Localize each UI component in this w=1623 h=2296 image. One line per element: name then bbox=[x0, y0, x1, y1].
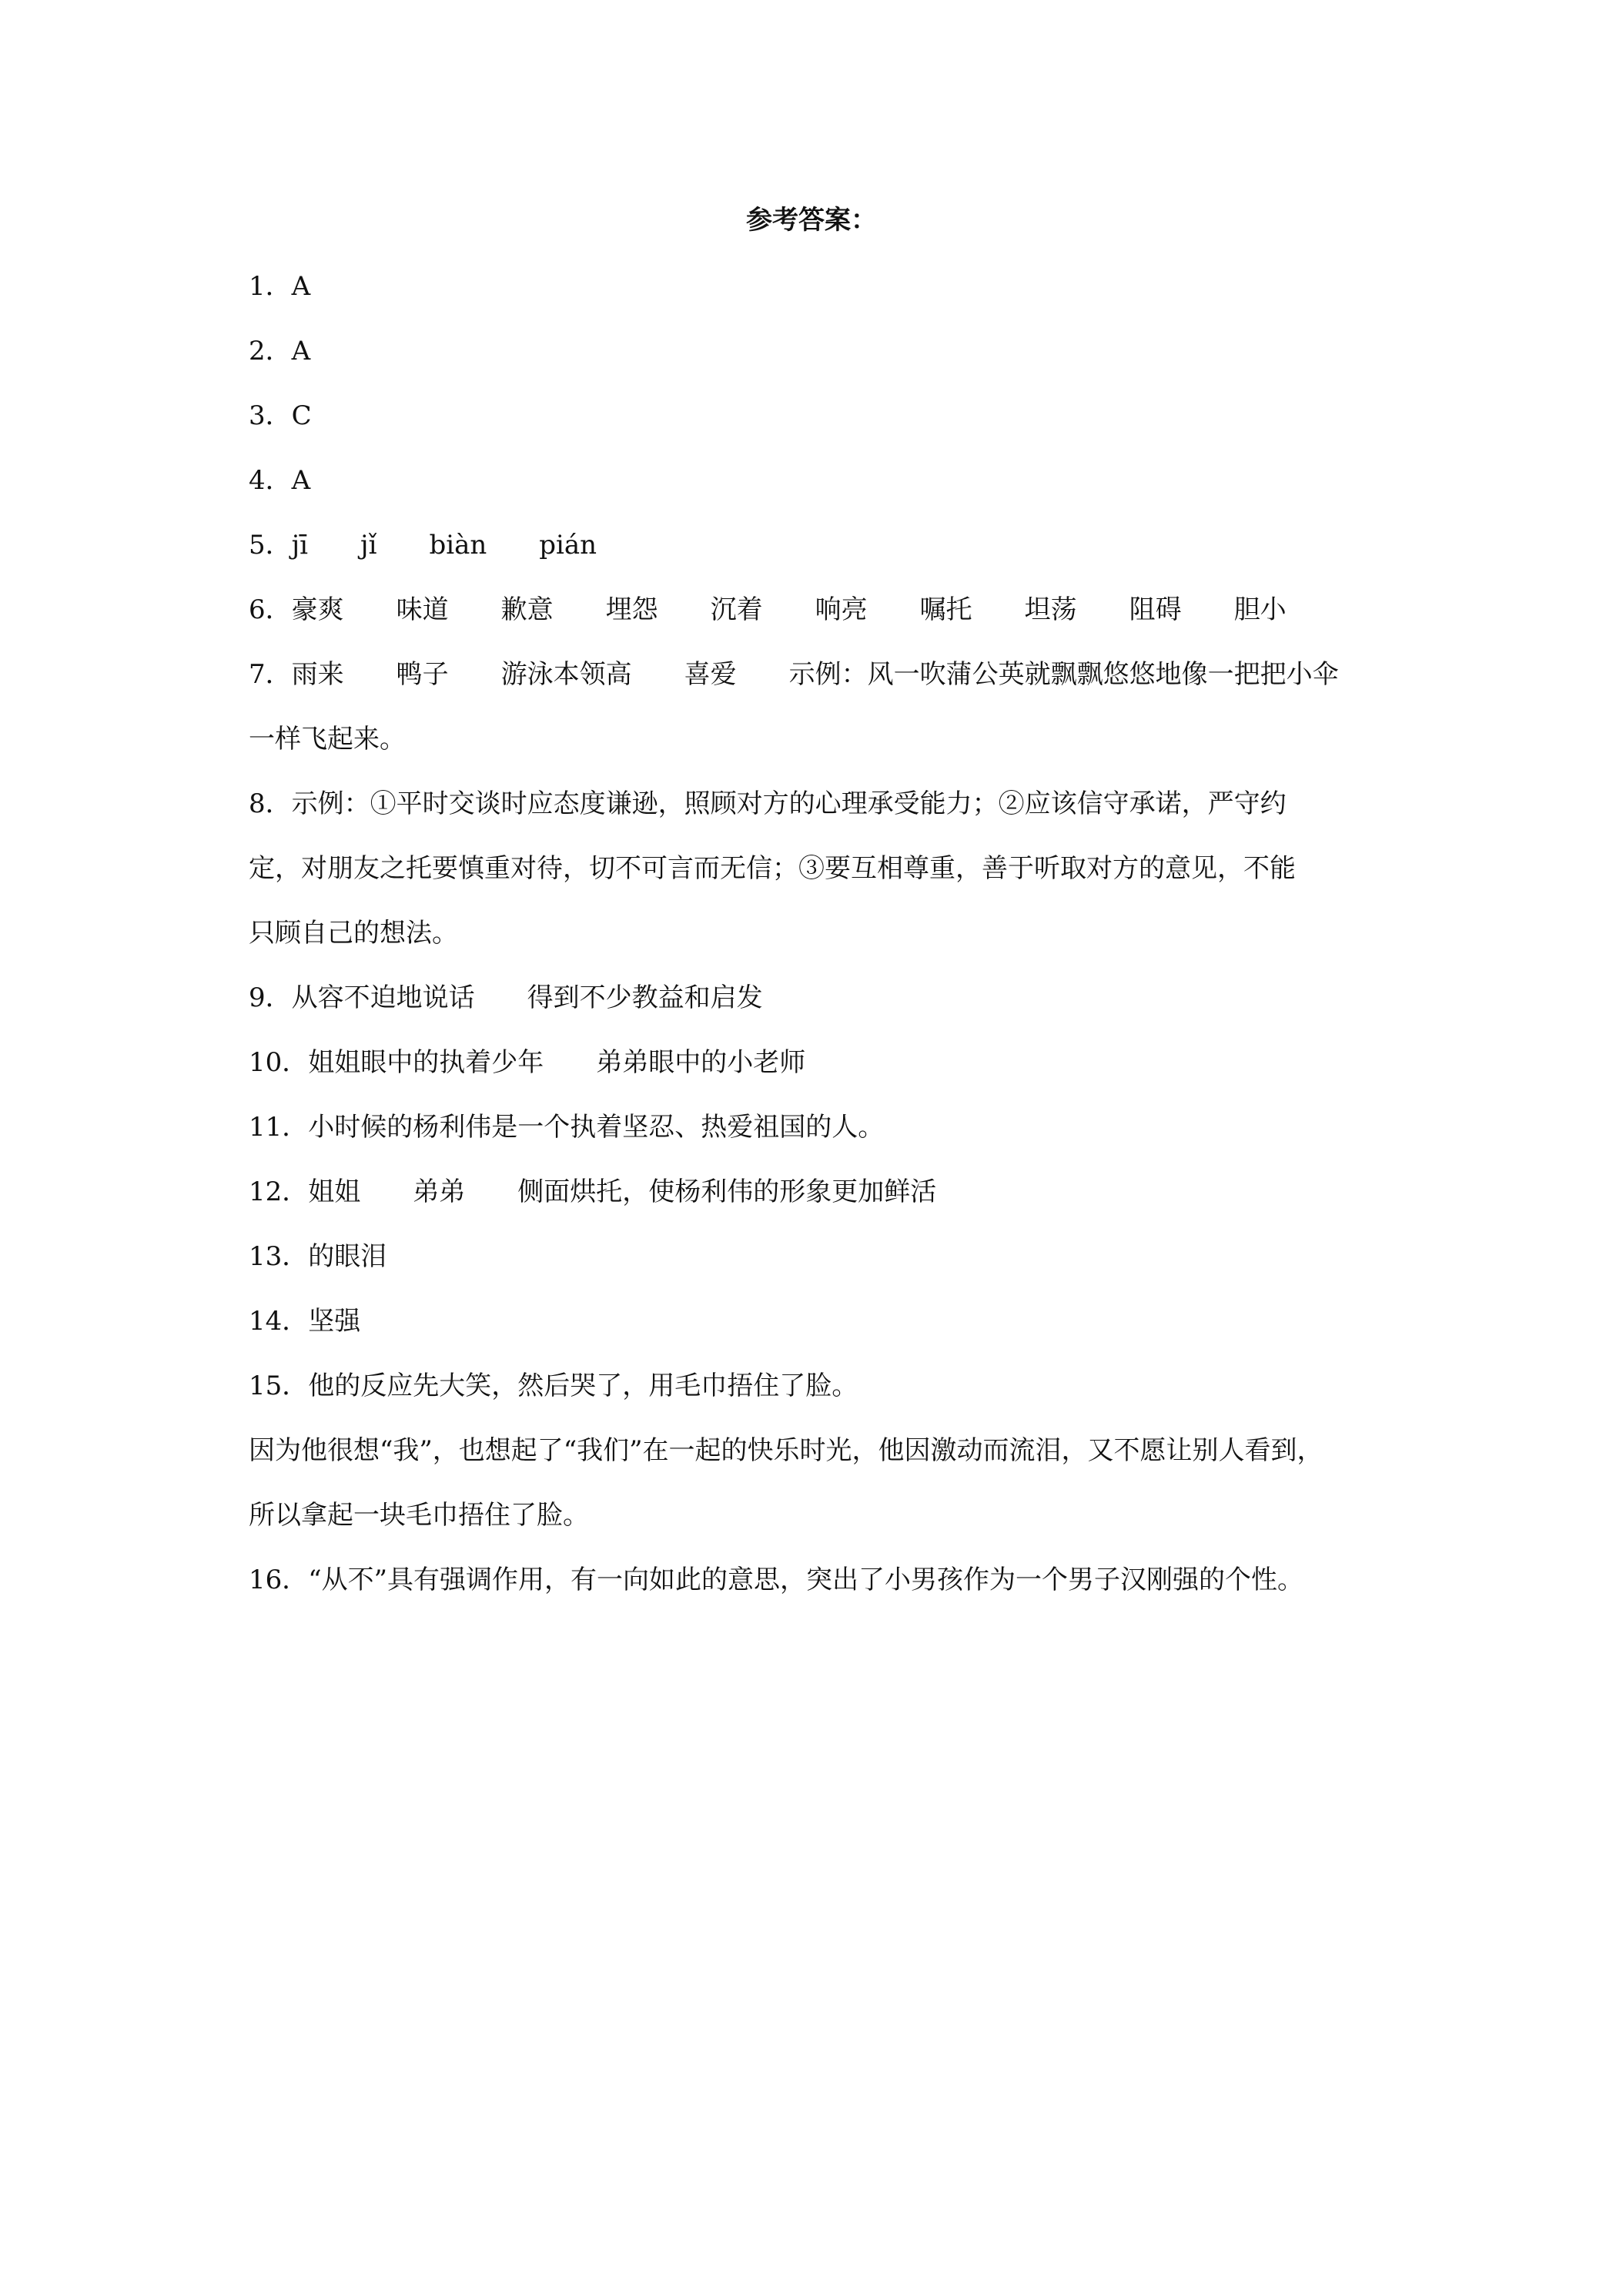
answer-line-15: 15．他的反应先大笑，然后哭了，用毛巾捂住了脸。 bbox=[249, 1371, 858, 1401]
answer-list bbox=[249, 254, 1388, 1612]
answer-line-6: 6．豪爽 味道 歉意 埋怨 沉着 响亮 嘱托 坦荡 阻碍 胆小 bbox=[249, 594, 1287, 625]
answer-line-8-cont-1: 定，对朋友之托要慎重对待，切不可言而无信；③要互相尊重，善于听取对方的意见，不能 bbox=[249, 853, 1296, 884]
answer-line-8-cont-2: 只顾自己的想法。 bbox=[249, 918, 458, 949]
answer-line-11: 11．小时候的杨利伟是一个执着坚忍、热爱祖国的人。 bbox=[249, 1112, 885, 1143]
answer-line-7-cont: 一样飞起来。 bbox=[249, 724, 406, 755]
answer-line-2: 2．A bbox=[249, 336, 311, 366]
page-title: 参考答案： bbox=[746, 205, 877, 236]
answer-line-16: 16．“从不”具有强调作用，有一向如此的意思，突出了小男孩作为一个男子汉刚强的个性。 bbox=[249, 1565, 1304, 1595]
answer-line-7: 7．雨来 鸭子 游泳本领高 喜爱 示例：风一吹蒲公英就飘飘悠悠地像一把把小伞 bbox=[249, 659, 1339, 690]
answer-line-12: 12．姐姐 弟弟 侧面烘托，使杨利伟的形象更加鲜活 bbox=[249, 1176, 937, 1207]
answer-line-8: 8．示例：①平时交谈时应态度谦逊，照顾对方的心理承受能力；②应该信守承诺，严守约 bbox=[249, 788, 1287, 819]
answer-line-15-cont-1: 因为他很想“我”，也想起了“我们”在一起的快乐时光，他因激动而流泪，又不愿让别人看到， bbox=[249, 1435, 1323, 1466]
answer-line-9: 9．从容不迫地说话 得到不少教益和启发 bbox=[249, 982, 763, 1013]
answer-line-15-cont-2: 所以拿起一块毛巾捂住了脸。 bbox=[249, 1500, 589, 1531]
answer-line-10: 10．姐姐眼中的执着少年 弟弟眼中的小老师 bbox=[249, 1047, 806, 1078]
answer-line-4: 4．A bbox=[249, 465, 311, 496]
answer-line-14: 14．坚强 bbox=[249, 1306, 361, 1337]
answer-line-1: 1．A bbox=[249, 271, 311, 302]
answer-line-5: 5．jī jǐ biàn pián bbox=[249, 530, 597, 561]
answer-line-13: 13．的眼泪 bbox=[249, 1241, 387, 1272]
answer-line-3: 3．C bbox=[249, 400, 312, 431]
